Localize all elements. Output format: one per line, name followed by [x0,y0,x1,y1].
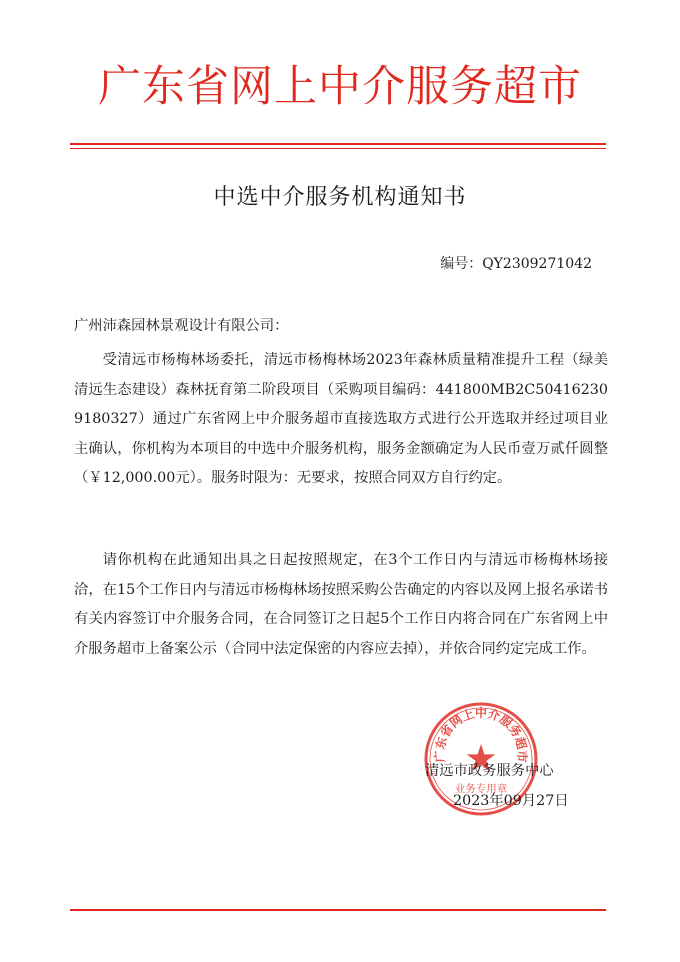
serial-number [440,253,592,273]
seal-center-text: 业务专用章 [454,783,508,795]
addressee: 广州沛森园林景观设计有限公司： [74,318,289,334]
body-paragraph-2 [74,546,608,664]
header-rule-thin [70,148,606,149]
paragraph-text: 请你机构在此通知出具之日起按照规定，在3个工作日内与清远市杨梅林场接洽，在15个工作日内与清远市杨梅林场按照采购公告确定的内容以及网上报名承诺书有关内容签订中介服务合同，在合同签订之日起5个工作日内将合同在广东省网上中介服务超市上备案公示（合同中法定保密的内容应去掉），并依合同约定完成工作。 [74,552,608,657]
paragraph-text: 受清远市杨梅林场委托，清远市杨梅林场2023年森林质量精准提升工程（绿美清远生态建设）森林抚育第二阶段项目（采购项目编码：441800MB2C504162309180327）通过广东省网上中介服务超市直接选取方式进行公开选取并经过项目业主确认，你机构为本项目的中选中介服务机构，服务金额确定为人民币壹万贰仟圆整（￥12,000.00元）。服务时限为：无要求，按照合同双方自行约定。 [74,352,608,486]
serial-label: 编号： [440,256,483,272]
document-title: 中选中介服务机构通知书 [213,185,467,210]
body-paragraph-1 [74,346,608,494]
issuer-name: 清远市政务服务中心 [425,763,554,779]
masthead-title: 广东省网上中介服务超市 [98,62,582,112]
serial-value: QY2309271042 [482,256,592,272]
header-rule-thick [70,143,606,145]
issue-date: 2023年09月27日 [453,793,569,809]
seal-arc-text: 广东省网上中介服务超市 [432,706,530,763]
footer-rule [70,909,606,911]
